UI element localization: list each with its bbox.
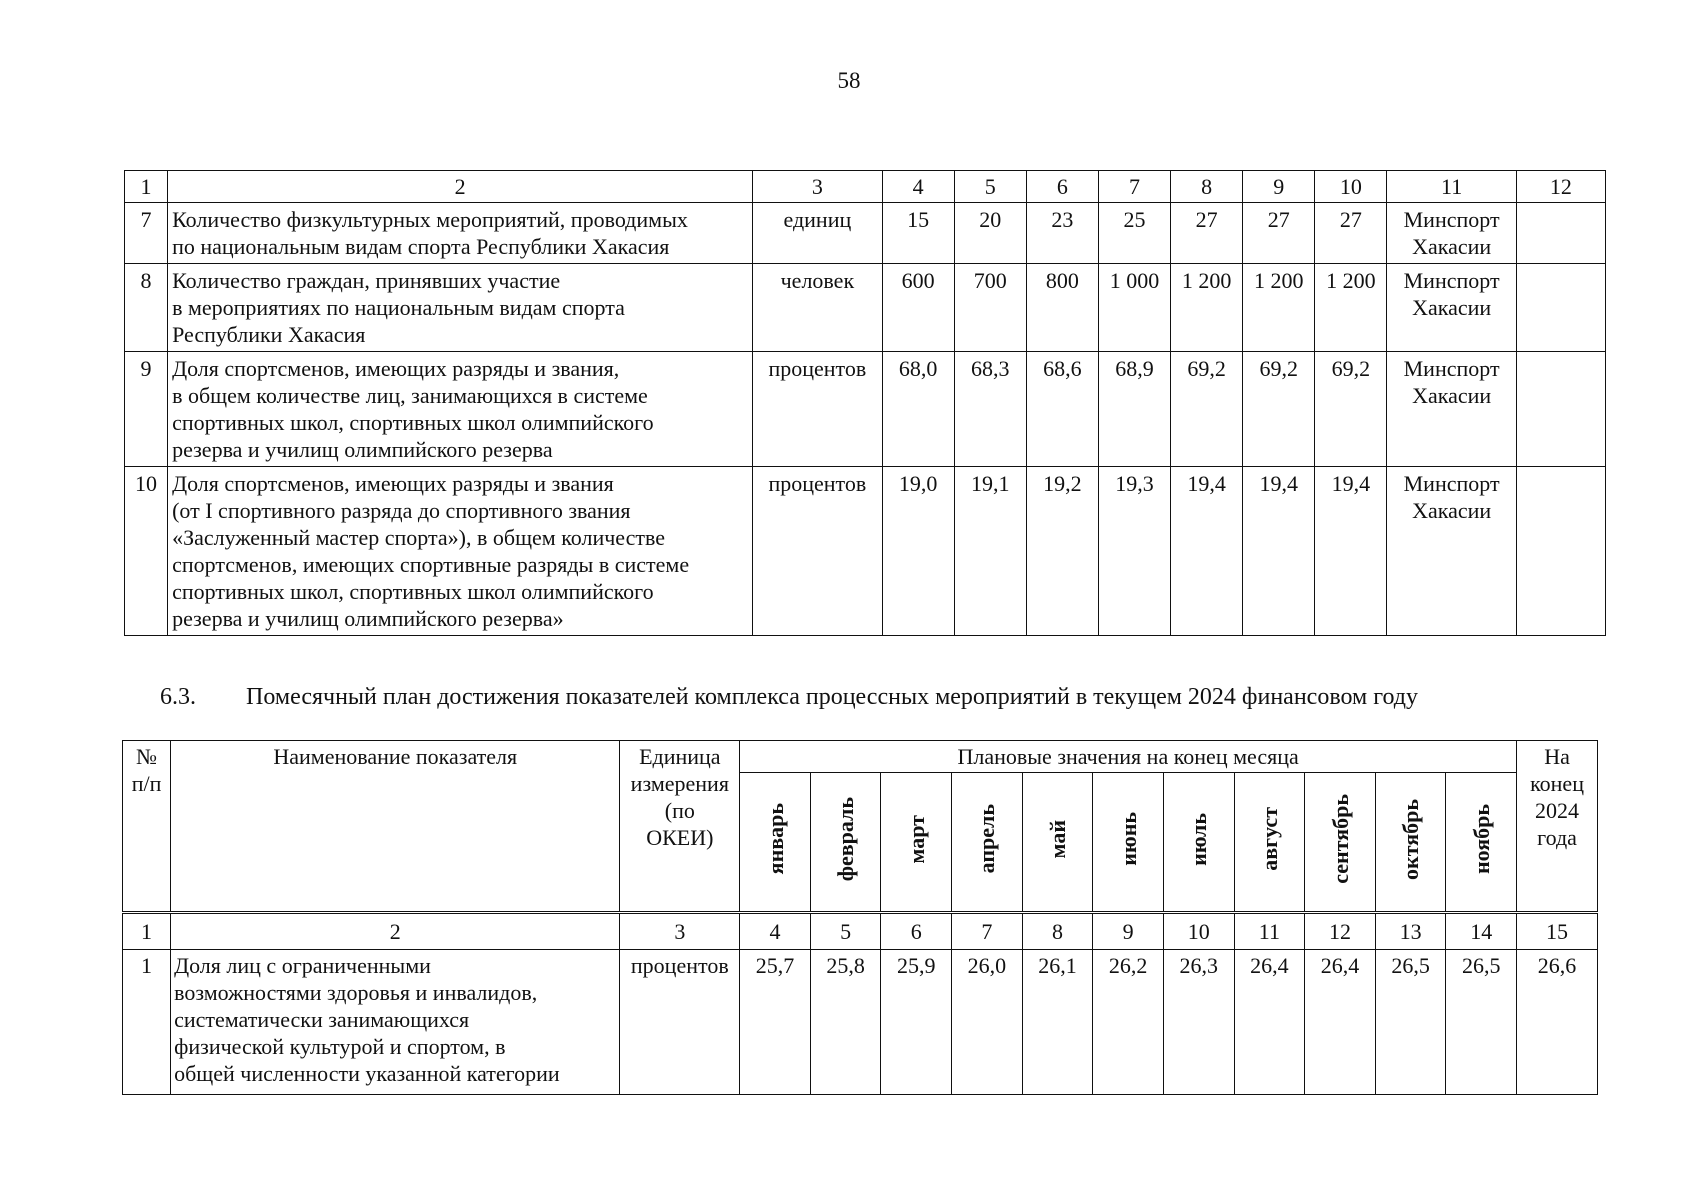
col-number: 13 — [1375, 913, 1446, 950]
empty-cell — [1516, 264, 1605, 352]
col-number: 5 — [810, 913, 881, 950]
unit-cell: процентов — [753, 467, 882, 636]
row-number: 8 — [125, 264, 168, 352]
name-line: (от I спортивного разряда до спортивного звания — [172, 498, 631, 523]
value-cell: 800 — [1026, 264, 1098, 352]
column-number-row — [125, 171, 1606, 203]
name-line: спортивных школ, спортивных школ олимпийского — [172, 579, 654, 604]
table-row — [125, 264, 1606, 352]
value-cell: 23 — [1026, 203, 1098, 264]
row-number: 9 — [125, 352, 168, 467]
name-line: резерва и училищ олимпийского резерва — [172, 437, 553, 462]
value-cell: 15 — [882, 203, 954, 264]
value-cell: 1 000 — [1098, 264, 1170, 352]
value-cell: 26,5 — [1446, 950, 1517, 1095]
value-cell: 19,4 — [1243, 467, 1315, 636]
col-number: 6 — [1026, 171, 1098, 203]
month-header — [881, 773, 952, 913]
year-end-cell: 26,6 — [1517, 950, 1598, 1095]
month-label: ноябрь — [1468, 803, 1494, 875]
value-cell: 1 200 — [1315, 264, 1387, 352]
header-line: измерения — [630, 771, 729, 796]
header-line: п/п — [131, 771, 162, 796]
unit-cell: человек — [753, 264, 882, 352]
empty-cell — [1516, 352, 1605, 467]
column-number-row — [123, 913, 1598, 950]
name-line: систематически занимающихся — [174, 1007, 470, 1032]
value-cell: 25,9 — [881, 950, 952, 1095]
month-label: июнь — [1115, 812, 1141, 866]
month-header — [1163, 773, 1234, 913]
responsible-cell — [1387, 203, 1516, 264]
value-cell: 68,0 — [882, 352, 954, 467]
col-number: 3 — [620, 913, 740, 950]
name-line: в общем количестве лиц, занимающихся в системе — [172, 383, 648, 408]
month-header — [1305, 773, 1376, 913]
name-line: физической культурой и спортом, в — [174, 1034, 506, 1059]
responsible-line: Хакасии — [1412, 234, 1492, 259]
value-cell: 26,2 — [1093, 950, 1164, 1095]
responsible-line: Минспорт — [1403, 268, 1500, 293]
responsible-line: Минспорт — [1403, 356, 1500, 381]
name-line: Доля спортсменов, имеющих разряды и звания — [172, 471, 614, 496]
value-cell: 27 — [1171, 203, 1243, 264]
value-cell: 19,4 — [1315, 467, 1387, 636]
unit-cell: единиц — [753, 203, 882, 264]
name-line: по национальным видам спорта Республики Хакасия — [172, 234, 670, 259]
indicator-name — [171, 950, 620, 1095]
header-line: конец — [1530, 771, 1584, 796]
section-title: Помесячный план достижения показателей комплекса процессных мероприятий в текущем 2024 финансовом году — [246, 684, 1418, 710]
indicator-name — [168, 352, 753, 467]
empty-cell — [1516, 467, 1605, 636]
month-header — [1446, 773, 1517, 913]
month-label: октябрь — [1398, 798, 1424, 880]
responsible-cell — [1387, 467, 1516, 636]
name-line: общей численности указанной категории — [174, 1061, 560, 1086]
monthly-plan-table — [122, 740, 1598, 1095]
month-header — [810, 773, 881, 913]
header-year-end — [1517, 741, 1598, 913]
col-number: 2 — [171, 913, 620, 950]
col-number: 8 — [1022, 913, 1093, 950]
name-line: резерва и училищ олимпийского резерва» — [172, 606, 564, 631]
month-header — [1375, 773, 1446, 913]
value-cell: 68,6 — [1026, 352, 1098, 467]
value-cell: 26,0 — [952, 950, 1023, 1095]
name-line: возможностями здоровья и инвалидов, — [174, 980, 538, 1005]
col-number: 1 — [123, 913, 171, 950]
month-header — [952, 773, 1023, 913]
col-number: 8 — [1171, 171, 1243, 203]
month-label: январь — [762, 803, 788, 875]
header-num — [123, 741, 171, 913]
responsible-cell — [1387, 264, 1516, 352]
value-cell: 27 — [1315, 203, 1387, 264]
value-cell: 25,8 — [810, 950, 881, 1095]
value-cell: 20 — [954, 203, 1026, 264]
value-cell: 19,1 — [954, 467, 1026, 636]
month-label: август — [1256, 807, 1282, 871]
responsible-line: Минспорт — [1403, 471, 1500, 496]
header-line: На — [1544, 744, 1570, 769]
col-number: 4 — [740, 913, 811, 950]
value-cell: 26,1 — [1022, 950, 1093, 1095]
value-cell: 1 200 — [1243, 264, 1315, 352]
month-header — [1022, 773, 1093, 913]
col-number: 10 — [1315, 171, 1387, 203]
value-cell: 19,0 — [882, 467, 954, 636]
indicator-name — [168, 203, 753, 264]
name-line: Количество граждан, принявших участие — [172, 268, 561, 293]
header-line: 2024 — [1535, 798, 1580, 823]
name-line: Количество физкультурных мероприятий, проводимых — [172, 207, 688, 232]
name-line: спортсменов, имеющих спортивные разряды в системе — [172, 552, 690, 577]
responsible-line: Хакасии — [1412, 498, 1492, 523]
header-name: Наименование показателя — [171, 741, 620, 913]
header-line: № — [136, 744, 158, 769]
name-line: Доля лиц с ограниченными — [174, 953, 431, 978]
name-line: Доля спортсменов, имеющих разряды и звания, — [172, 356, 620, 381]
value-cell: 68,3 — [954, 352, 1026, 467]
header-line: ОКЕИ) — [646, 825, 714, 850]
col-number: 2 — [168, 171, 753, 203]
responsible-cell — [1387, 352, 1516, 467]
unit-cell: процентов — [753, 352, 882, 467]
header-planned: Плановые значения на конец месяца — [740, 741, 1517, 773]
col-number: 9 — [1093, 913, 1164, 950]
unit-cell: процентов — [620, 950, 740, 1095]
col-number: 1 — [125, 171, 168, 203]
value-cell: 19,3 — [1098, 467, 1170, 636]
value-cell: 26,4 — [1234, 950, 1305, 1095]
col-number: 5 — [954, 171, 1026, 203]
col-number: 7 — [1098, 171, 1170, 203]
value-cell: 27 — [1243, 203, 1315, 264]
header-row — [123, 741, 1598, 773]
value-cell: 25 — [1098, 203, 1170, 264]
month-label: март — [903, 814, 929, 864]
header-line: Единица — [639, 744, 721, 769]
responsible-line: Хакасии — [1412, 295, 1492, 320]
table-row — [125, 467, 1606, 636]
value-cell: 600 — [882, 264, 954, 352]
col-number: 12 — [1305, 913, 1376, 950]
name-line: в мероприятиях по национальным видам спорта — [172, 295, 625, 320]
col-number: 15 — [1517, 913, 1598, 950]
value-cell: 26,4 — [1305, 950, 1376, 1095]
value-cell: 25,7 — [740, 950, 811, 1095]
page-number: 58 — [837, 68, 861, 93]
table-row — [123, 950, 1598, 1095]
month-label: апрель — [974, 804, 1000, 874]
empty-cell — [1516, 203, 1605, 264]
row-number: 1 — [123, 950, 171, 1095]
value-cell: 26,5 — [1375, 950, 1446, 1095]
month-label: май — [1045, 819, 1070, 859]
value-cell: 68,9 — [1098, 352, 1170, 467]
value-cell: 1 200 — [1171, 264, 1243, 352]
value-cell: 69,2 — [1171, 352, 1243, 467]
value-cell: 19,2 — [1026, 467, 1098, 636]
section-number: 6.3. — [160, 684, 196, 710]
name-line: «Заслуженный мастер спорта»), в общем количестве — [172, 525, 666, 550]
table-row — [125, 203, 1606, 264]
header-unit — [620, 741, 740, 913]
table-row — [125, 352, 1606, 467]
month-label: февраль — [833, 796, 859, 882]
section-heading — [160, 684, 1418, 711]
col-number: 12 — [1516, 171, 1605, 203]
indicator-name — [168, 264, 753, 352]
name-line: спортивных школ, спортивных школ олимпийского — [172, 410, 654, 435]
month-header — [740, 773, 811, 913]
indicator-name — [168, 467, 753, 636]
row-number: 10 — [125, 467, 168, 636]
col-number: 3 — [753, 171, 882, 203]
col-number: 11 — [1234, 913, 1305, 950]
col-number: 10 — [1163, 913, 1234, 950]
indicators-table-continued — [124, 170, 1606, 636]
col-number: 11 — [1387, 171, 1516, 203]
header-line: (по — [664, 798, 695, 823]
responsible-line: Минспорт — [1403, 207, 1500, 232]
col-number: 9 — [1243, 171, 1315, 203]
row-number: 7 — [125, 203, 168, 264]
month-label: сентябрь — [1327, 794, 1353, 884]
value-cell: 26,3 — [1163, 950, 1234, 1095]
col-number: 6 — [881, 913, 952, 950]
month-header — [1093, 773, 1164, 913]
value-cell: 700 — [954, 264, 1026, 352]
col-number: 7 — [952, 913, 1023, 950]
value-cell: 19,4 — [1171, 467, 1243, 636]
responsible-line: Хакасии — [1412, 383, 1492, 408]
value-cell: 69,2 — [1315, 352, 1387, 467]
month-header — [1234, 773, 1305, 913]
month-label: июль — [1186, 812, 1212, 866]
header-line: года — [1537, 825, 1577, 850]
col-number: 4 — [882, 171, 954, 203]
name-line: Республики Хакасия — [172, 322, 366, 347]
value-cell: 69,2 — [1243, 352, 1315, 467]
col-number: 14 — [1446, 913, 1517, 950]
